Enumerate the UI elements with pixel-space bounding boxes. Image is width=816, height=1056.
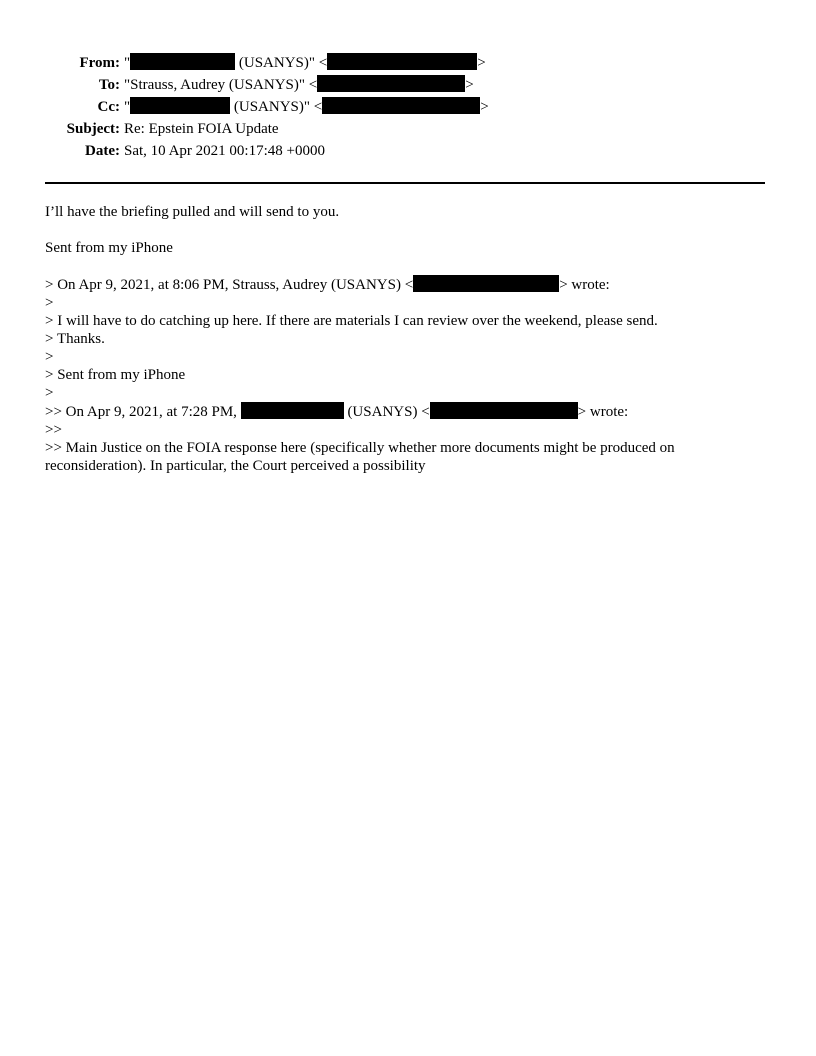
body-line: I’ll have the briefing pulled and will send to you. [45,204,340,220]
subject-label: Subject: [66,121,120,137]
quoted-line: > [45,349,54,365]
redaction-box [413,275,559,292]
redaction-box [317,75,465,92]
redaction-box [430,402,578,419]
quoted-line: >> Main Justice on the FOIA response here (specifically whether more documents might be produced on reconsideration). In particular, the Court perceived a possibility [45,440,679,474]
body-line: Sent from my iPhone [45,240,173,256]
date-label: Date: [85,143,120,159]
header-divider [45,182,765,184]
redaction-box [130,53,235,70]
from-label: From: [79,55,120,71]
email-body [45,203,770,475]
quoted-line: > On Apr 9, 2021, at 8:06 PM, Strauss, Audrey (USANYS) < > wrote: [45,277,610,293]
date-value: Sat, 10 Apr 2021 00:17:48 +0000 [124,143,325,159]
to-label: To: [98,77,120,93]
quoted-line: > Sent from my iPhone [45,367,186,383]
redaction-box [241,402,344,419]
quoted-line: > [45,295,54,311]
to-value: "Strauss, Audrey (USANYS)" < > [124,77,474,93]
redaction-box [327,53,477,70]
quoted-line: > [45,385,54,401]
quoted-line: > I will have to do catching up here. If there are materials I can review over the weekend, please send. [45,313,658,329]
cc-label: Cc: [97,99,120,115]
redaction-box [322,97,480,114]
quoted-line: > Thanks. [45,331,105,347]
redaction-box [130,97,230,114]
cc-value: " (USANYS)" < > [124,99,489,115]
from-value: " (USANYS)" < > [124,55,486,71]
subject-value: Re: Epstein FOIA Update [124,121,279,137]
quoted-line: >> [45,422,62,438]
quoted-line: >> On Apr 9, 2021, at 7:28 PM, (USANYS) < > wrote: [45,404,629,420]
